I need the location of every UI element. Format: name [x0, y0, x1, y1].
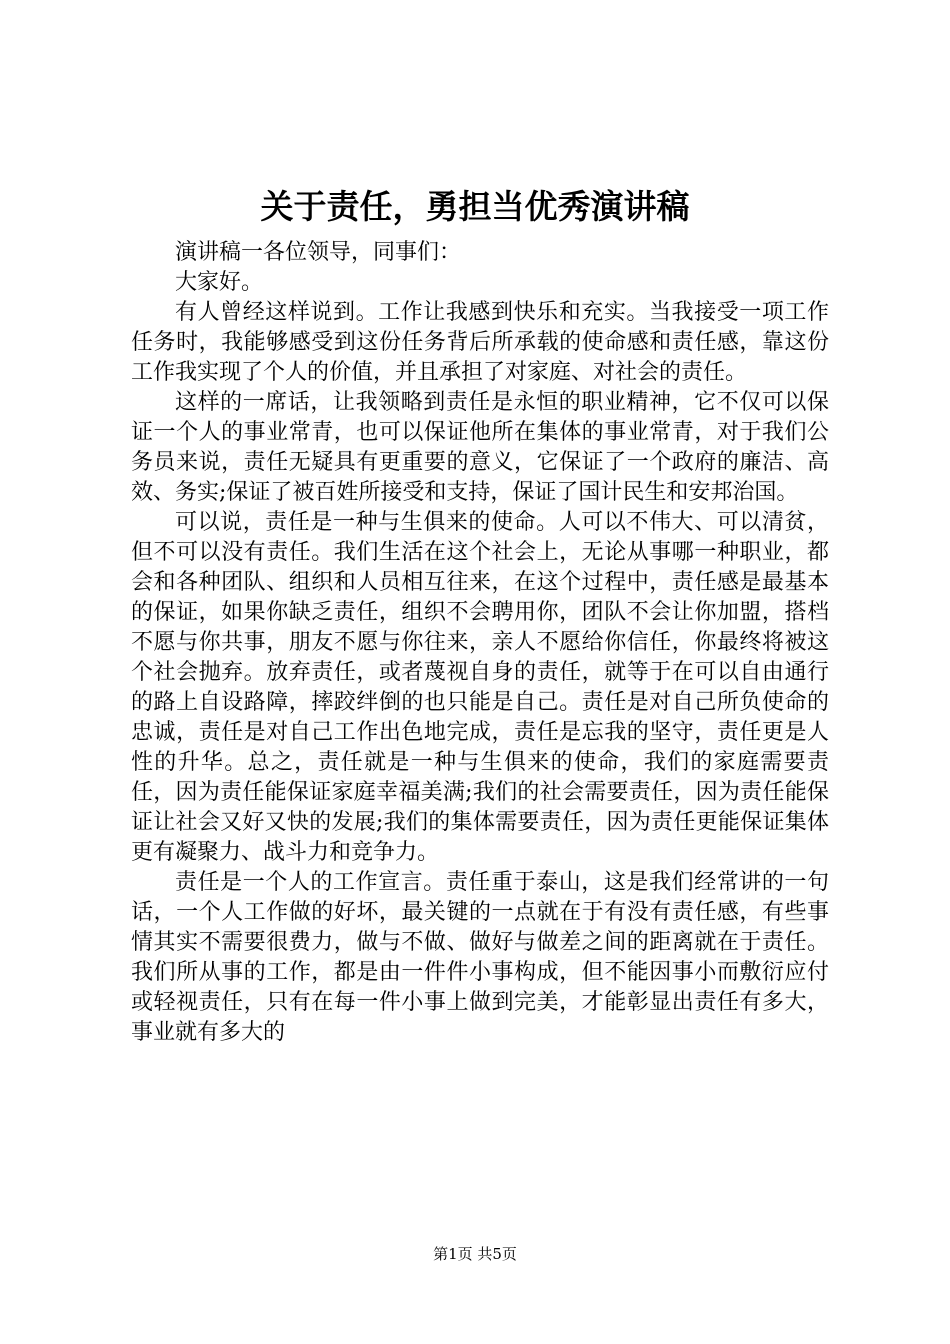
body-paragraph-1: 有人曾经这样说到。工作让我感到快乐和充实。当我接受一项工作任务时，我能够感受到这份任务背后所承载的使命感和责任感，靠这份工作我实现了个人的价值，并且承担了对家庭、对社会的责任。	[131, 300, 829, 385]
greeting-paragraph: 大家好。	[175, 270, 264, 295]
salutation-paragraph: 演讲稿一各位领导，同事们：	[175, 240, 462, 265]
body-paragraph-2: 这样的一席话，让我领略到责任是永恒的职业精神，它不仅可以保证一个人的事业常青，也可以保证他所在集体的事业常青，对于我们公务员来说，责任无疑具有更重要的意义，它保证了一个政府的廉洁、高效、务实;保证了被百姓所接受和支持，保证了国计民生和安邦治国。	[131, 390, 829, 505]
document-title: 关于责任，勇担当优秀演讲稿	[260, 187, 690, 226]
page-footer: 第1页 共5页	[433, 1245, 517, 1263]
document-body	[131, 238, 829, 1048]
body-paragraph-3: 可以说，责任是一种与生俱来的使命。人可以不伟大、可以清贫，但不可以没有责任。我们生活在这个社会上，无论从事哪一种职业，都会和各种团队、组织和人员相互往来，在这个过程中，责任感是最基本的保证，如果你缺乏责任，组织不会聘用你，团队不会让你加盟，搭档不愿与你共事，朋友不愿与你往来，亲人不愿给你信任，你最终将被这个社会抛弃。放弃责任，或者蔑视自身的责任，就等于在可以自由通行的路上自设路障，摔跤绊倒的也只能是自己。责任是对自己所负使命的忠诚，责任是对自己工作出色地完成，责任是忘我的坚守，责任更是人性的升华。总之，责任就是一种与生俱来的使命，我们的家庭需要责任，因为责任能保证家庭幸福美满;我们的社会需要责任，因为责任能保证让社会又好又快的发展;我们的集体需要责任，因为责任更能保证集体更有凝聚力、战斗力和竞争力。	[131, 510, 829, 865]
body-paragraph-4: 责任是一个人的工作宣言。责任重于泰山，这是我们经常讲的一句话，一个人工作做的好坏，最关键的一点就在于有没有责任感，有些事情其实不需要很费力，做与不做、做好与做差之间的距离就在于责任。我们所从事的工作，都是由一件件小事构成，但不能因事小而敷衍应付或轻视责任，只有在每一件小事上做到完美，才能彰显出责任有多大，事业就有多大的	[131, 870, 829, 1045]
